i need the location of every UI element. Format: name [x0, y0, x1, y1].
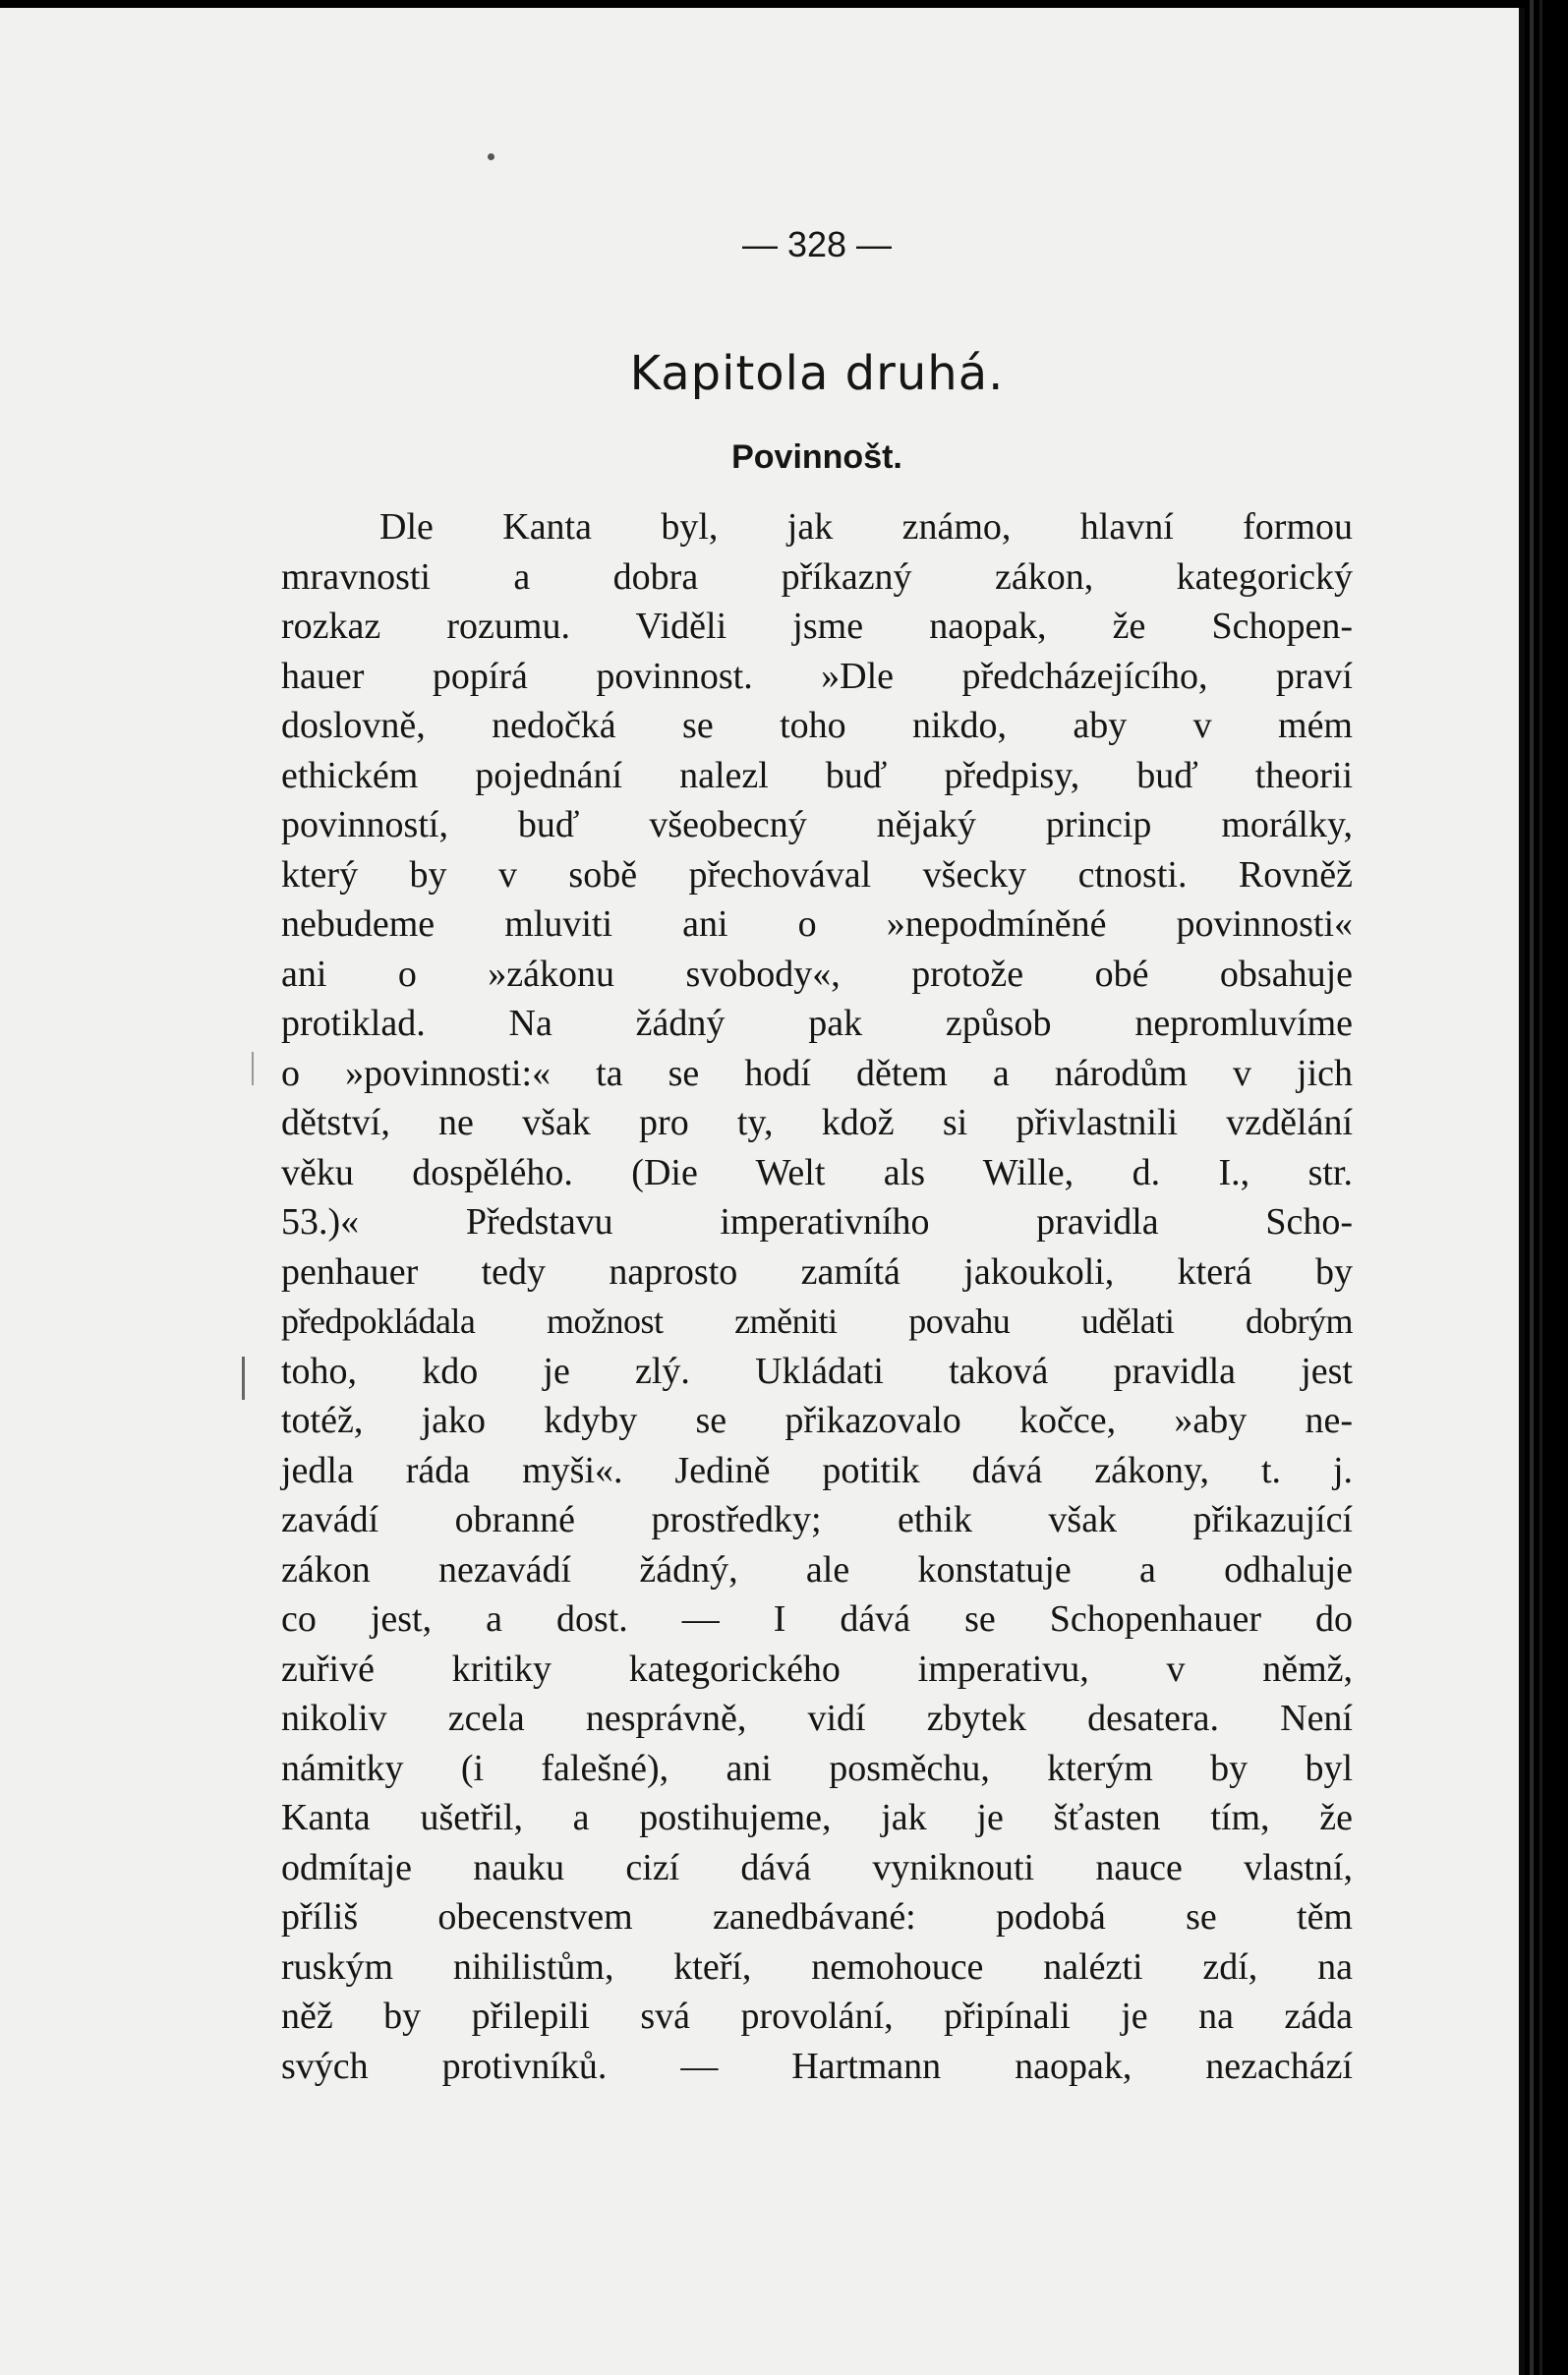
text-line: nebudeme mluviti ani o »nepodmíněné povinnosti«	[281, 903, 1353, 945]
chapter-title: Kapitola druhá.	[629, 346, 1005, 401]
page-edge-line	[1530, 0, 1534, 2375]
text-line: mravnosti a dobra příkazný zákon, kategorický	[281, 555, 1353, 598]
text-line: zákon nezavádí žádný, ale konstatuje a odhaluje	[281, 1548, 1353, 1591]
text-line: o »povinnosti:« ta se hodí dětem a národům v jich	[281, 1052, 1353, 1094]
text-line: ruským nihilistům, kteří, nemohouce nalézti zdí, na	[281, 1945, 1353, 1988]
text-line: příliš obecenstvem zanedbávané: podobá se těm	[281, 1896, 1353, 1938]
text-line: nikoliv zcela nesprávně, vidí zbytek desatera. Není	[281, 1698, 1353, 1739]
body-text	[281, 502, 1353, 2091]
text-line: totéž, jako kdyby se přikazovalo kočce, »aby ne-	[281, 1400, 1353, 1441]
text-line: 53.)« Představu imperativního pravidla Scho-	[281, 1201, 1353, 1243]
text-line: svých protivníků. — Hartmann naopak, nezachází	[281, 2045, 1353, 2087]
text-line: co jest, a dost. — I dává se Schopenhauer do	[281, 1598, 1353, 1640]
text-line: něž by přilepili svá provolání, připínali je na záda	[281, 1996, 1353, 2037]
section-title: Povinnošt.	[731, 438, 902, 476]
text-line: ani o »zákonu svobody«, protože obé obsahuje	[281, 953, 1353, 995]
text-line: zuřivé kritiky kategorického imperativu, v němž,	[281, 1648, 1353, 1690]
page-number: — 328 —	[741, 224, 893, 264]
margin-mark	[242, 1357, 245, 1400]
text-line: penhauer tedy naprosto zamítá jakoukoli, která by	[281, 1250, 1353, 1293]
text-line: povinností, buď všeobecný nějaký princip morálky,	[281, 804, 1353, 845]
text-line: doslovně, nedočká se toho nikdo, aby v mém	[281, 705, 1353, 746]
text-line: hauer popírá povinnost. »Dle předcházejícího, praví	[281, 655, 1353, 697]
text-line: Dle Kanta byl, jak známo, hlavní formou	[379, 506, 1353, 548]
text-line: námitky (i falešné), ani posměchu, kterým by byl	[281, 1747, 1353, 1789]
text-line: Kanta ušetřil, a postihujeme, jak je šťasten tím, že	[281, 1797, 1353, 1838]
text-line: dětství, ne však pro ty, kdož si přivlastnili vzdělání	[281, 1102, 1353, 1143]
page-edge-line-inner	[1539, 0, 1542, 2375]
ink-speck	[488, 153, 494, 160]
text-line: který by v sobě přechovával všecky ctnosti. Rovněž	[281, 853, 1353, 896]
text-line: předpokládala možnost změniti povahu udělati dobrým	[281, 1302, 1353, 1341]
text-line: zavádí obranné prostředky; ethik však přikazující	[281, 1499, 1353, 1540]
text-line: ethickém pojednání nalezl buď předpisy, buď theorii	[281, 754, 1353, 796]
text-line: věku dospělého. (Die Welt als Wille, d. I., str.	[281, 1151, 1353, 1193]
text-line: protiklad. Na žádný pak způsob nepromluvíme	[281, 1003, 1353, 1044]
book-page	[0, 8, 1525, 2375]
text-line: toho, kdo je zlý. Ukládati taková pravidla jest	[281, 1350, 1353, 1392]
text-line: odmítaje nauku cizí dává vyniknouti nauce vlastní,	[281, 1846, 1353, 1888]
text-line: rozkaz rozumu. Viděli jsme naopak, že Schopen-	[281, 606, 1353, 647]
text-line: jedla ráda myši«. Jedině potitik dává zákony, t. j.	[281, 1449, 1353, 1491]
margin-mark	[252, 1052, 254, 1085]
